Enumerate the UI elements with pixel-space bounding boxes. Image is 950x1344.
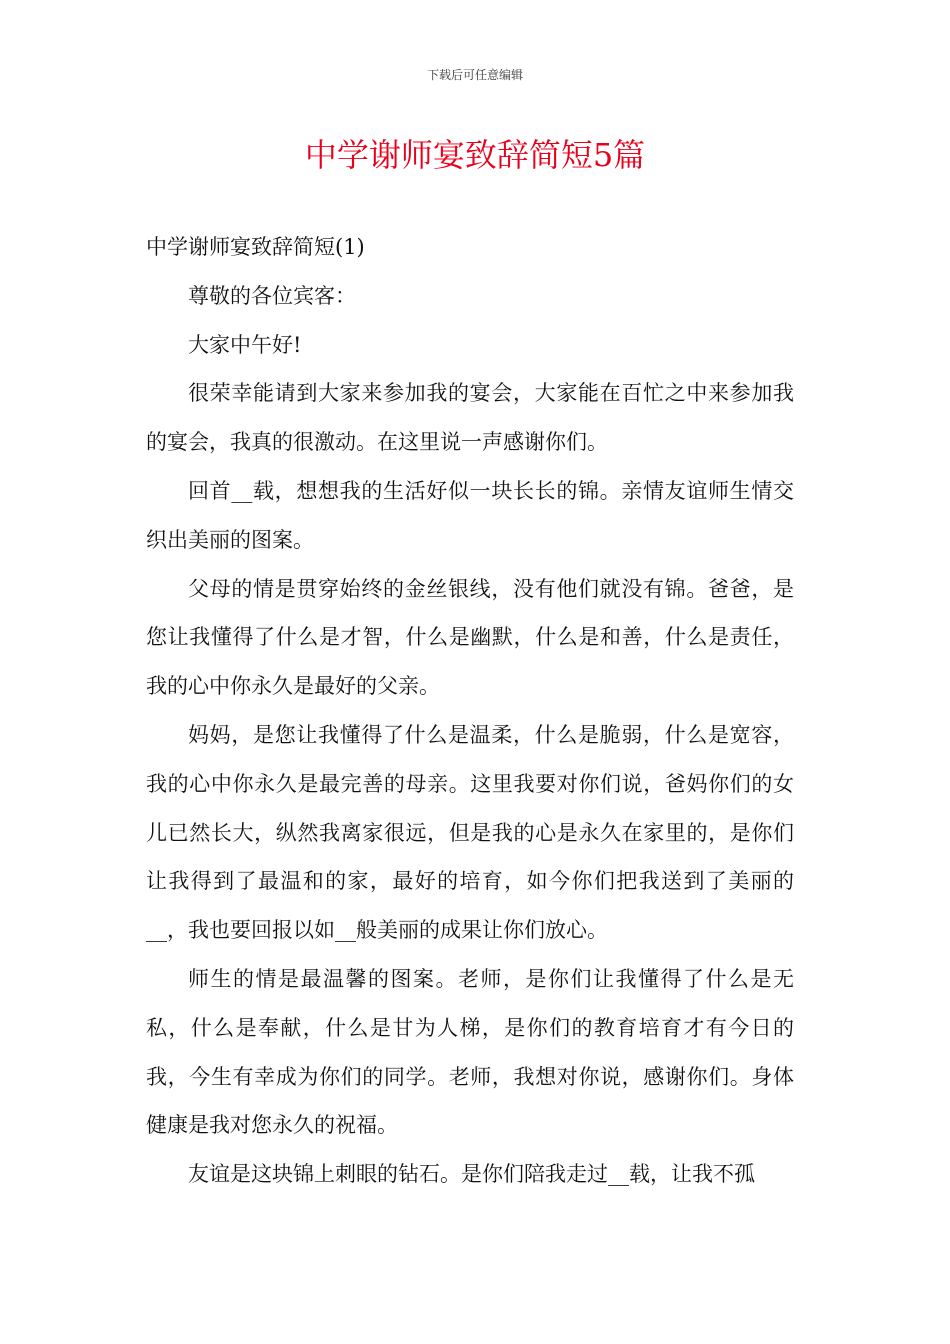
paragraph-father: 父母的情是贯穿始终的金丝银线，没有他们就没有锦。爸爸，是您让我懂得了什么是才智，什么是幽默，什么是和善，什么是责任，我的心中你永久是最好的父亲。 (146, 576, 794, 699)
paragraph-teachers: 师生的情是最温馨的图案。老师，是你们让我懂得了什么是无私，什么是奉献，什么是甘为人梯，是你们的教育培育才有今日的我，今生有幸成为你们的同学。老师，我想对你说，感谢你们。身体健康是我对您永久的祝福。 (146, 966, 794, 1138)
paragraph-greeting: 尊敬的各位宾客： (188, 283, 356, 308)
section-title: 中学谢师宴致辞简短(1) (146, 235, 365, 259)
paragraph-friendship: 友谊是这块锦上刺眼的钻石。是你们陪我走过__载，让我不孤 (188, 1162, 755, 1187)
document-body (146, 223, 794, 1199)
paragraph-mother: 妈妈，是您让我懂得了什么是温柔，什么是脆弱，什么是宽容，我的心中你永久是最完善的母亲。这里我要对你们说，爸妈你们的女儿已然长大，纵然我离家很远，但是我的心是永久在家里的，是你们让我得到了最温和的家，最好的培育，如今你们把我送到了美丽的__，我也要回报以如__般美丽的成果让你们放心。 (146, 722, 794, 943)
document-title: 中学谢师宴致辞简短5篇 (304, 136, 646, 174)
paragraph-salutation: 大家中午好! (188, 332, 302, 357)
header-note: 下载后可任意编辑 (426, 68, 523, 82)
paragraph-welcome: 很荣幸能请到大家来参加我的宴会，大家能在百忙之中来参加我的宴会，我真的很激动。在这里说一声感谢你们。 (146, 381, 794, 455)
paragraph-memories: 回首__载，想想我的生活好似一块长长的锦。亲情友谊师生情交织出美丽的图案。 (146, 478, 794, 552)
